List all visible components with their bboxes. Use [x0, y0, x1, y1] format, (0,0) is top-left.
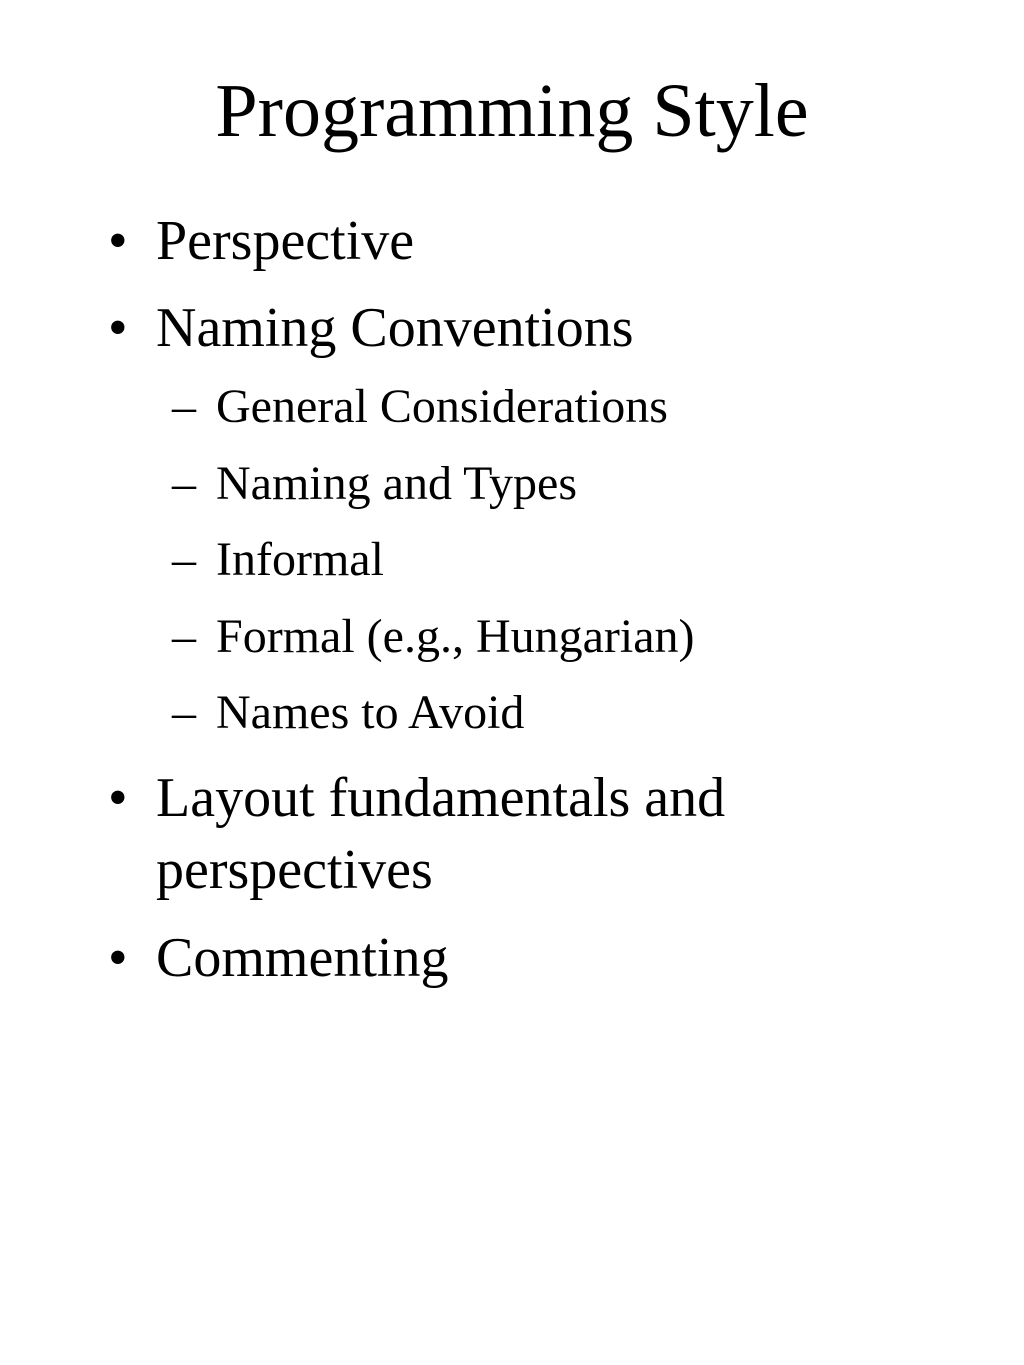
bullet-item	[108, 292, 908, 364]
sub-bullet-text: Informal	[216, 533, 384, 586]
dash-icon: –	[172, 610, 196, 663]
dash-icon: –	[172, 380, 196, 433]
sub-bullet-text: General Considerations	[216, 380, 668, 433]
slide-title: Programming Style	[215, 69, 809, 153]
bullet-text: Layout fundamentals and perspectives	[156, 767, 726, 901]
bullet-text: Perspective	[156, 210, 415, 272]
dash-icon: –	[172, 457, 196, 510]
bullet-icon: •	[108, 210, 128, 272]
sub-bullet-item	[172, 684, 972, 742]
sub-bullet-item	[172, 378, 972, 436]
sub-bullet-item	[172, 455, 972, 513]
bullet-icon: •	[108, 297, 128, 359]
bullet-item	[108, 205, 908, 277]
bullet-text: Naming Conventions	[156, 297, 634, 359]
bullet-item	[108, 762, 808, 906]
sub-bullet-text: Names to Avoid	[216, 686, 525, 739]
sub-bullet-text: Naming and Types	[216, 457, 578, 510]
bullet-text: Commenting	[156, 927, 449, 989]
sub-bullet-item	[172, 531, 972, 589]
sub-bullet-text: Formal (e.g., Hungarian)	[216, 610, 695, 663]
bullet-icon: •	[108, 767, 128, 829]
sub-bullet-item	[172, 608, 972, 666]
dash-icon: –	[172, 686, 196, 739]
bullet-item	[108, 922, 908, 994]
bullet-icon: •	[108, 927, 128, 989]
dash-icon: –	[172, 533, 196, 586]
